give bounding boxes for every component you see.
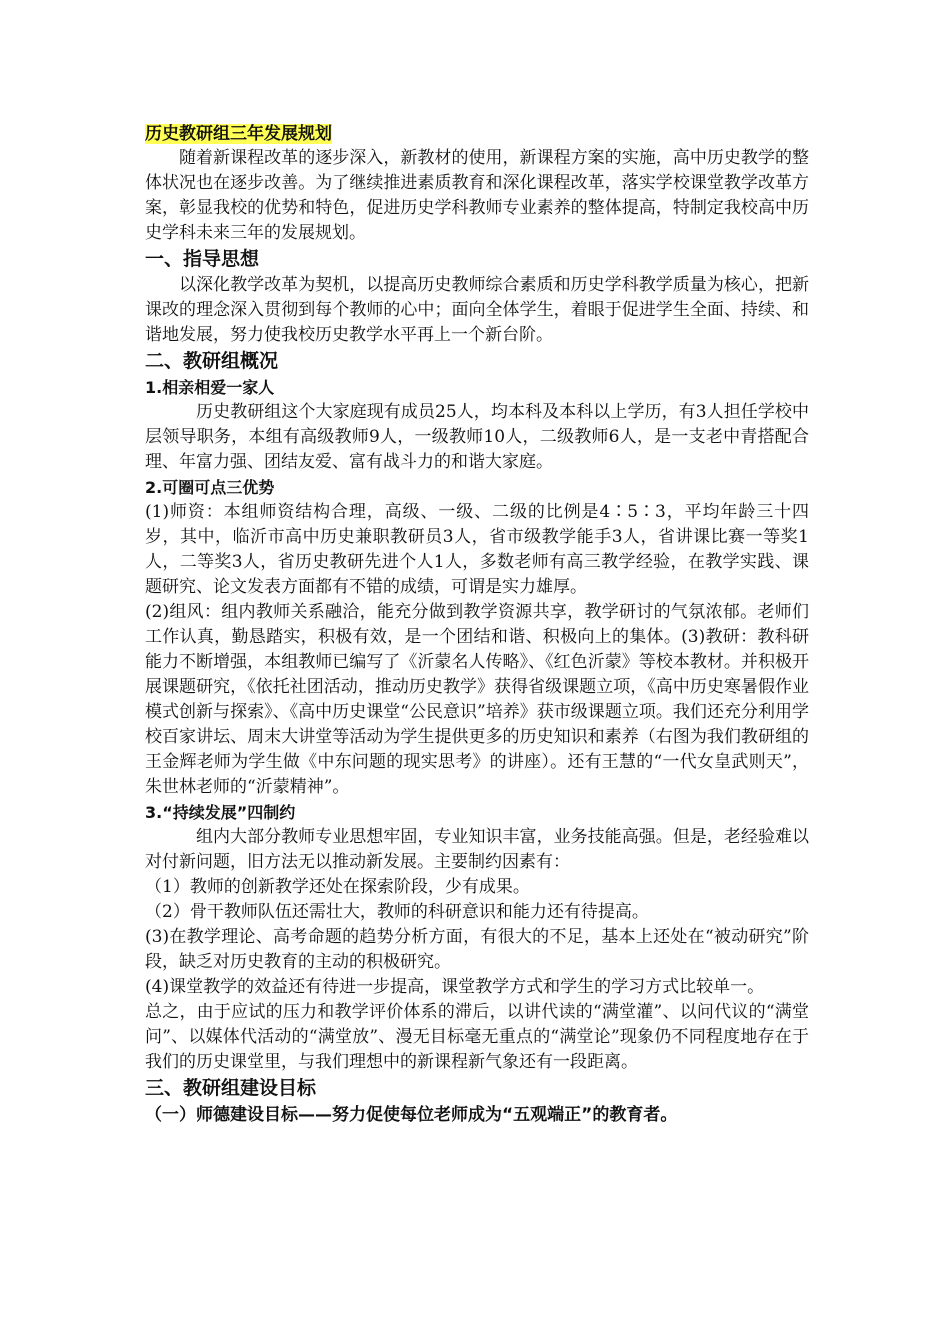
subsection-2-2-heading: 2.可圈可点三优势: [145, 478, 275, 497]
subsection-2-3-heading: 3.“持续发展”四制约: [145, 803, 296, 822]
subsection-2-1-paragraph: 历史教研组这个大家庭现有成员25人，均本科及本科以上学历，有3人担任学校中层领导职务，本组有高级教师9人，一级教师10人，二级教师6人，是一支老中青搭配合理、年富力强、团结友爱、富有战斗力的和谐大家庭。: [145, 402, 809, 472]
subsection-2-2-paragraph-2: (2)组风：组内教师关系融洽，能充分做到教学资源共享，教学研讨的气氛浓郁。老师们工作认真，勤恳踏实，积极有效，是一个团结和谐、积极向上的集体。(3)教研：教科研能力不断增强，本组教师已编写了《沂蒙名人传略》、《红色沂蒙》等校本教材。并积极开展课题研究，《依托社团活动，推动历史教学》获得省级课题立项，《高中历史寒暑假作业模式创新与探索》、《高中历史课堂“公民意识”培养》获市级课题立项。我们还充分利用学校百家讲坛、周末大讲堂等活动为学生提供更多的历史知识和素养（右图为我们教研组的王金辉老师为学生做《中东问题的现实思考》的讲座）。还有王慧的“一代女皇武则天”，朱世林老师的“沂蒙精神”。: [145, 602, 809, 797]
title-highlight: 历史教研组三年发展规划: [145, 124, 332, 144]
subsection-2-2-paragraph-1: (1)师资：本组师资结构合理，高级、一级、二级的比例是4∶5∶3，平均年龄三十四岁，其中，临沂市高中历史兼职教研员3人，省市级教学能手3人，省讲课比赛一等奖1人，二等奖3人，省历史教研先进个人1人，多数老师有高三教学经验，在教学实践、课题研究、论文发表方面都有不错的成绩，可谓是实力雄厚。: [145, 502, 809, 597]
subsection-2-1-heading: 1.相亲相爱一家人: [145, 378, 275, 397]
section-1-paragraph: 以深化教学改革为契机，以提高历史教师综合素质和历史学科教学质量为核心，把新课改的理念深入贯彻到每个教师的心中；面向全体学生，着眼于促进学生全面、持续、和谐地发展，努力使我校历史教学水平再上一个新台阶。: [145, 275, 809, 345]
intro-paragraph: 随着新课程改革的逐步深入，新教材的使用，新课程方案的实施，高中历史教学的整体状况也在逐步改善。为了继续推进素质教育和深化课程改革，落实学校课堂教学改革方案，彰显我校的优势和特色，促进历史学科教师专业素养的整体提高，特制定我校高中历史学科未来三年的发展规划。: [145, 148, 809, 243]
constraint-item-2: （2）骨干教师队伍还需壮大，教师的科研意识和能力还有待提高。: [145, 902, 649, 922]
subsection-3-1-heading: （一）师德建设目标——努力促使每位老师成为“五观端正”的教育者。: [145, 1105, 678, 1125]
section-1-heading: 一、指导思想: [145, 248, 260, 270]
summary-paragraph: 总之，由于应试的压力和教学评价体系的滞后，以讲代读的“满堂灌”、以问代议的“满堂问”、以媒体代活动的“满堂放”、漫无目标毫无重点的“满堂论”现象仍不同程度地存在于我们的历史课堂里，与我们理想中的新课程新气象还有一段距离。: [145, 1002, 809, 1072]
constraint-item-3: (3)在教学理论、高考命题的趋势分析方面，有很大的不足，基本上还处在“被动研究”阶段，缺乏对历史教育的主动的积极研究。: [145, 927, 809, 972]
constraint-item-1: （1）教师的创新教学还处在探索阶段，少有成果。: [145, 877, 530, 897]
document-title: [145, 122, 809, 146]
subsection-2-3-paragraph: 组内大部分教师专业思想牢固，专业知识丰富，业务技能高强。但是，老经验难以对付新问题，旧方法无以推动新发展。主要制约因素有：: [145, 827, 809, 872]
section-3-heading: 三、教研组建设目标: [145, 1077, 317, 1099]
constraint-item-4: (4)课堂教学的效益还有待进一步提高，课堂教学方式和学生的学习方式比较单一。: [145, 977, 765, 997]
document-body: [145, 122, 809, 1128]
section-2-heading: 二、教研组概况: [145, 350, 279, 372]
